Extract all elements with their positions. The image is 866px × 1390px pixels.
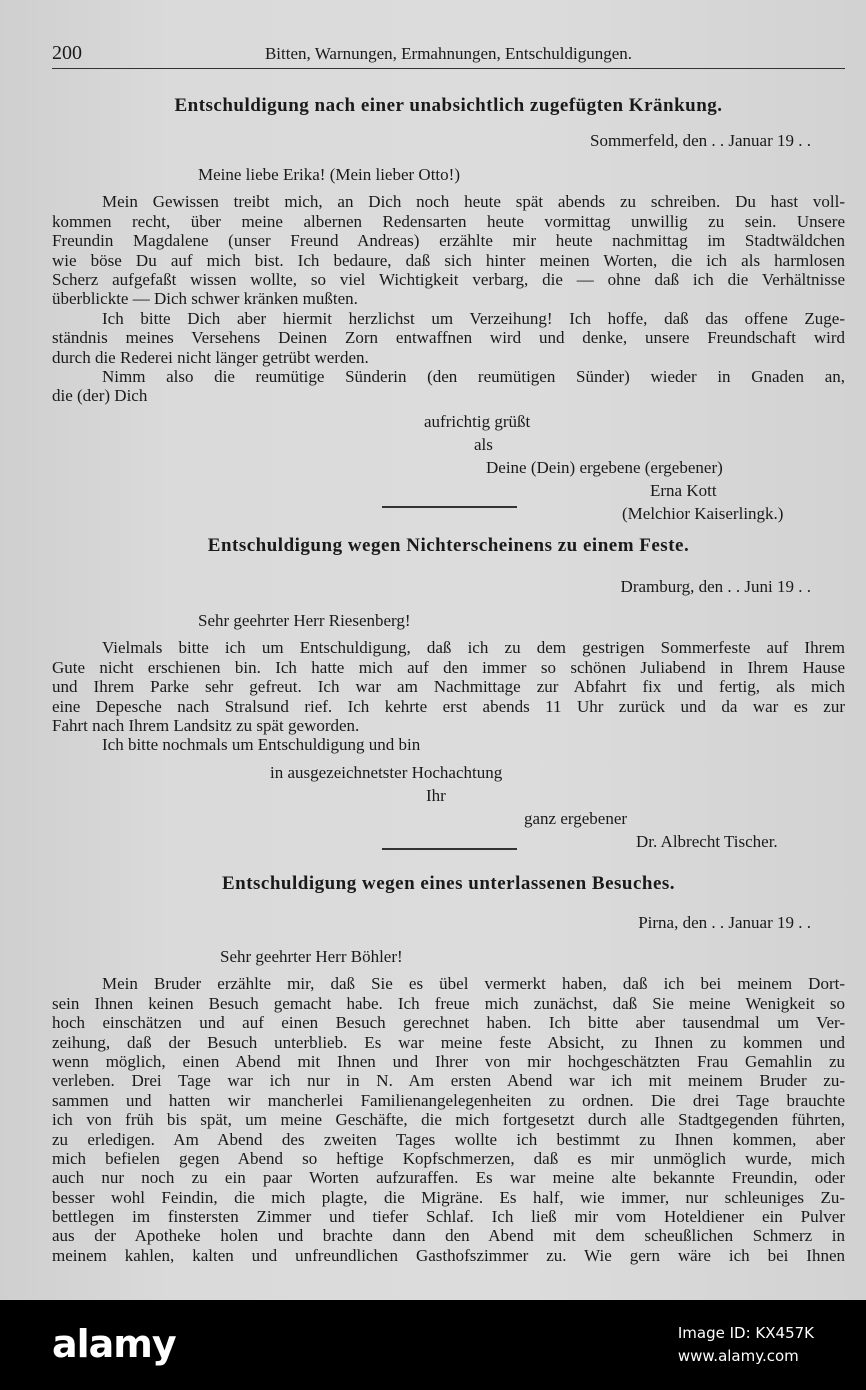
letter-body [52, 974, 845, 1265]
place-date: Dramburg, den . . Juni 19 . . [620, 577, 811, 596]
letter-body [52, 638, 845, 754]
closing-line: als [474, 434, 493, 454]
body-line: bettlegen im finstersten Zimmer und tiefer Schlaf. Ich ließ mir vom Hoteldiener ein Pulver [52, 1207, 845, 1227]
salutation: Sehr geehrter Herr Riesenberg! [198, 611, 411, 630]
signature-alt: (Melchior Kaiserlingk.) [622, 503, 784, 523]
body-line: Mein Gewissen treibt mich, an Dich noch heute spät abends zu schreiben. Du hast voll- [102, 192, 845, 212]
letter-title: Entschuldigung wegen eines unterlassenen Besuches. [221, 873, 676, 894]
closing-line: aufrichtig grüßt [424, 411, 531, 431]
letter-2 [52, 535, 845, 853]
body-line: Fahrt nach Ihrem Landsitz zu spät geworden. [52, 715, 360, 735]
stock-photo-footer [0, 1300, 866, 1390]
letter-title: Entschuldigung wegen Nichterscheinens zu einem Feste. [207, 535, 690, 556]
body-line: mich befielen gegen Abend so heftige Kopfschmerzen, daß es mir unmöglich wurde, mich [52, 1148, 845, 1168]
body-line: eine Depesche nach Stralsund rief. Ich kehrte erst abends 11 Uhr zurück und da war es zur [52, 696, 845, 716]
closing-line: Ihr [426, 785, 446, 805]
body-line: meinem kahlen, kalten und unfreundlichen Gasthofszimmer zu. Wie gern wäre ich bei Ihnen [52, 1245, 845, 1265]
section-divider [382, 506, 517, 508]
closing-line: ganz ergebener [524, 808, 628, 828]
letter-title: Entschuldigung nach einer unabsichtlich zugefügten Kränkung. [174, 95, 723, 116]
site-url: www.alamy.com [677, 1347, 799, 1365]
alamy-logo: alamy [52, 1322, 176, 1366]
signature: Erna Kott [650, 480, 717, 500]
image-info [678, 1322, 814, 1368]
page-number: 200 [52, 42, 82, 64]
body-line: sammen und hatten wir mancherlei Familienangelegenheiten zu ordnen. Die drei Tage brauchte [52, 1090, 845, 1110]
body-line: Ich bitte nochmals um Entschuldigung und bin [102, 735, 421, 755]
body-line: sein Ihnen keinen Besuch gemacht habe. Ich freue mich zunächst, daß Sie meine Wenigkeit so [52, 993, 845, 1013]
body-line: Nimm also die reumütige Sünderin (den reumütigen Sünder) wieder in Gnaden an, [102, 366, 845, 386]
body-line: Ich bitte Dich aber hiermit herzlichst um Verzeihung! Ich hoffe, daß das offene Zuge- [102, 308, 845, 328]
body-line: durch die Rederei nicht länger getrübt werden. [52, 347, 369, 367]
closing [52, 761, 845, 853]
body-line: Scherz aufgefaßt wissen wollte, so viel Wichtigkeit verbarg, die — ohne daß ich die Verhältnisse [52, 269, 845, 289]
running-title: Bitten, Warnungen, Ermahnungen, Entschuldigungen. [264, 44, 633, 63]
place-date: Sommerfeld, den . . Januar 19 . . [590, 131, 811, 150]
body-line: und Ihrem Parke sehr gefreut. Ich war am Nachmittage zur Abfahrt fix und fertig, als mich [52, 677, 845, 697]
body-line: wenn möglich, einen Abend mit Ihnen und Ihrer von mir hochgeschätzten Frau Gemahlin zu [52, 1051, 845, 1071]
letter-body [52, 192, 845, 405]
body-line: Vielmals bitte ich um Entschuldigung, daß ich zu dem gestrigen Sommerfeste auf Ihrem [102, 638, 845, 658]
letter-3 [52, 873, 845, 1265]
body-line: auch nur noch zu ein paar Worten aufzuraffen. Es war meine alte bekannte Freundin, oder [52, 1168, 845, 1188]
body-line: hoch einschätzen und auf einen Besuch gerechnet haben. Ich bitte aber tausendmal um Ver- [52, 1013, 845, 1033]
body-line: Gute nicht erschienen bin. Ich hatte mich auf den immer so schönen Juliabend in Ihrem Hause [52, 657, 845, 677]
body-line: ich von früh bis spät, um meine Geschäfte, die mich fortgesetzt durch alle Stadtgegenden führten, [52, 1110, 845, 1130]
body-line: Freundin Magdalene (unser Freund Andreas) erzählte mir heute nachmittag im Stadtwäldchen [52, 231, 845, 251]
section-divider [382, 848, 517, 850]
body-line: wie böse Du auf mich bist. Ich bedaure, daß sich hinter meinen Worten, die ich als harmlosen [52, 250, 845, 270]
body-line: verleben. Drei Tage war ich nur in N. Am ersten Abend war ich mit meinem Bruder zu- [52, 1071, 845, 1091]
body-line: kommen recht, über meine albernen Redensarten heute vormittag unwillig zu sein. Unsere [52, 211, 845, 231]
body-line: zu erledigen. Am Abend des zweiten Tages wollte ich bestimmt zu Ihnen kommen, aber [52, 1129, 845, 1149]
body-line: überblickte — Dich schwer kränken mußten. [52, 289, 358, 309]
body-line: besser wohl Feindin, die mich plagte, die Migräne. Es half, wie immer, nur schleuniges Zu- [52, 1187, 845, 1207]
body-line: die (der) Dich [52, 386, 148, 406]
image-id: Image ID: KX457K [677, 1324, 814, 1342]
body-line: ständnis meines Versehens Deinen Zorn entwaffnen wird und denke, unsere Freundschaft wird [52, 328, 845, 348]
body-line: Mein Bruder erzählte mir, daß Sie es übel vermerkt haben, daß ich bei meinem Dort- [102, 974, 845, 994]
page-header [52, 42, 845, 69]
signature: Dr. Albrecht Tischer. [636, 831, 778, 851]
body-line: zeihung, daß der Besuch unterblieb. Es war meine feste Absicht, zu Ihnen zu kommen und [52, 1032, 845, 1052]
closing-line: Deine (Dein) ergebene (ergebener) [486, 457, 723, 477]
place-date: Pirna, den . . Januar 19 . . [638, 913, 811, 932]
letter-1 [52, 95, 845, 525]
salutation: Meine liebe Erika! (Mein lieber Otto!) [198, 165, 460, 184]
closing-line: in ausgezeichnetster Hochachtung [270, 762, 503, 782]
salutation: Sehr geehrter Herr Böhler! [220, 947, 403, 966]
body-line: aus der Apotheke holen und brachte dann den Abend mit dem scheußlichen Schmerz in [52, 1226, 845, 1246]
